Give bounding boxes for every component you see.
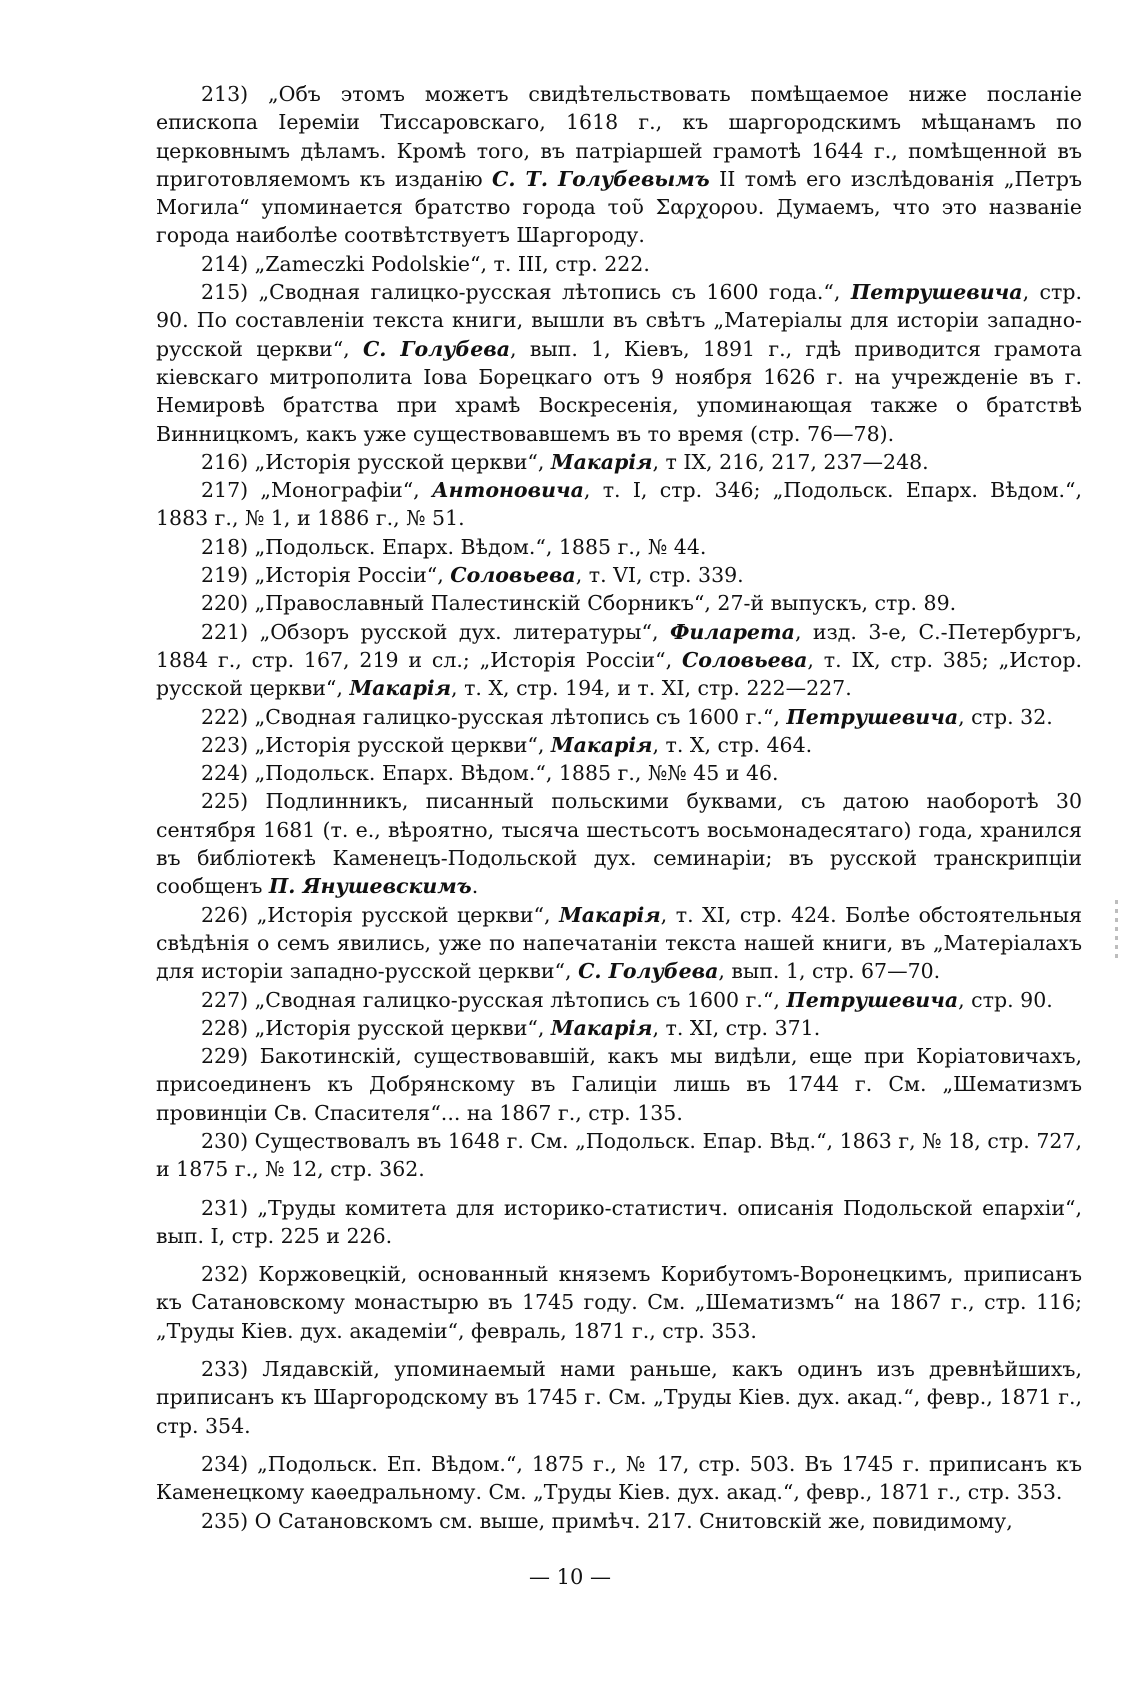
- author-name: Петрушевича: [786, 704, 959, 729]
- footnote-text: 232) Коржовецкій, основанный княземъ Корибутомъ-Воронецкимъ, приписанъ къ Сатановскому монастырю въ 1745 году. См. „Шематизмъ“ на 1867 г., стр. 116; „Труды Кіев. дух. академіи“, февраль, 1871 г., стр. 353.: [156, 1262, 1082, 1343]
- author-name: П. Янушевскимъ: [268, 874, 472, 899]
- footnote-text: 213) „Объ этомъ можетъ свидѣтельствовать помѣщаемое ниже посланіе епископа Іереміи Тиссаровскаго, 1618 г., къ шаргородскимъ мѣщанамъ по церковнымъ дѣламъ. Кромѣ того, въ патріаршей грамотѣ 1644 г., помѣщенной въ приготовляемомъ къ изданію: [156, 82, 1082, 191]
- author-name: Макарія: [550, 449, 653, 474]
- footnote-text: , т. IX, стр. 385; „Истор. русской церкви“,: [156, 647, 1082, 701]
- footnote-text: , т. VI, стр. 339.: [575, 563, 744, 588]
- author-name: Петрушевича: [786, 987, 959, 1012]
- author-name: Соловьева: [450, 563, 576, 588]
- footnote-text: 220) „Православный Палестинскій Сборникъ“, 27-й выпускъ, стр. 89.: [201, 591, 957, 616]
- author-name: Макарія: [550, 732, 653, 757]
- footnote-text: 227) „Сводная галицко-русская лѣтопись съ 1600 г.“,: [201, 987, 787, 1012]
- footnote-232: [156, 1260, 1082, 1345]
- footnote-text: , т. XI, стр. 371.: [652, 1015, 821, 1040]
- footnote-218: [156, 533, 1082, 561]
- page-number: — 10 —: [528, 1565, 612, 1589]
- footnote-text: 223) „Исторія русской церкви“,: [201, 732, 551, 757]
- footnote-228: [156, 1014, 1082, 1042]
- footnote-text: , т. X, стр. 464.: [652, 732, 813, 757]
- footnote-text: 228) „Исторія русской церкви“,: [201, 1015, 551, 1040]
- margin-scan-mark: [1115, 900, 1118, 960]
- footnote-text: 222) „Сводная галицко-русская лѣтопись съ 1600 г.“,: [201, 704, 787, 729]
- footnotes-block: [156, 80, 1082, 1535]
- footnote-text: .: [471, 874, 479, 899]
- footnote-text: , стр. 90.: [958, 987, 1053, 1012]
- footnote-230: [156, 1127, 1082, 1184]
- footnote-220: [156, 589, 1082, 617]
- footnote-text: 221) „Обзоръ русской дух. литературы“,: [201, 619, 670, 644]
- footnote-text: 218) „Подольск. Епарх. Вѣдом.“, 1885 г., № 44.: [201, 534, 707, 559]
- author-name: Антоновича: [431, 478, 584, 503]
- footnote-text: 230) Существовалъ въ 1648 г. См. „Подольск. Епар. Вѣд.“, 1863 г, № 18, стр. 727, и 1875 г., № 12, стр. 362.: [156, 1128, 1082, 1182]
- footnote-221: [156, 618, 1082, 703]
- author-name: Петрушевича: [850, 280, 1023, 305]
- author-name: Макарія: [349, 676, 452, 701]
- footnote-text: , т IX, 216, 217, 237—248.: [652, 449, 929, 474]
- footnote-227: [156, 986, 1082, 1014]
- footnote-222: [156, 703, 1082, 731]
- footnote-213: [156, 80, 1082, 250]
- footnote-233: [156, 1355, 1082, 1440]
- footnote-text: , вып. 1, стр. 67—70.: [718, 959, 941, 984]
- footnote-text: 231) „Труды комитета для историко-статистич. описанія Подольской епархіи“, вып. I, стр. 225 и 226.: [156, 1195, 1082, 1248]
- footnote-226: [156, 901, 1082, 986]
- footnote-text: 233) Лядавскій, упоминаемый нами раньше, какъ одинъ изъ древнѣйшихъ, приписанъ къ Шаргородскому въ 1745 г. См. „Труды Кіев. дух. акад.“, февр., 1871 г., стр. 354.: [156, 1357, 1082, 1438]
- footnote-text: 226) „Исторія русской церкви“,: [201, 902, 560, 927]
- footnote-text: , т. XI, стр. 424. Болѣе обстоятельныя свѣдѣнія о семъ явились, уже по напечатаніи текста нашей книги, въ „Матеріалахъ для исторіи западно-русской церкви“,: [156, 902, 1082, 984]
- footnote-text: 219) „Исторія Россіи“,: [201, 563, 451, 588]
- author-name: Макарія: [550, 1015, 653, 1040]
- footnote-text: 216) „Исторія русской церкви“,: [201, 449, 551, 474]
- footnote-216: [156, 448, 1082, 476]
- footnote-214: [156, 250, 1082, 278]
- footnote-text: 224) „Подольск. Епарх. Вѣдом.“, 1885 г., №№ 45 и 46.: [201, 761, 779, 786]
- author-name: Соловьева: [681, 647, 808, 672]
- author-name: С. Голубева: [362, 336, 511, 361]
- footnote-text: , изд. 3-е, С.-Петербургъ, 1884 г., стр. 167, 219 и сл.; „Исторія Россіи“,: [156, 619, 1083, 672]
- author-name: С. Голубева: [578, 959, 719, 984]
- footnote-text: II томѣ его изслѣдованія „Петръ Могила“ упоминается братство города τοῦ Σαρχορου. Думаемъ, что это названіе города наиболѣе соотвѣтствуетъ Шаргороду.: [156, 166, 1082, 248]
- footnote-text: 234) „Подольск. Еп. Вѣдом.“, 1875 г., № 17, стр. 503. Въ 1745 г. приписанъ къ Каменецкому каѳедральному. См. „Труды Кіев. дух. акад.“, февр., 1871 г., стр. 353.: [156, 1451, 1082, 1505]
- footnote-text: , т. X, стр. 194, и т. XI, стр. 222—227.: [451, 676, 852, 701]
- footnote-219: [156, 561, 1082, 589]
- footnote-text: 235) О Сатановскомъ см. выше, примѣч. 217. Снитовскій же, повидимому,: [201, 1508, 1013, 1533]
- footnote-text: 214) „Zameczki Podolskie“, т. III, стр. 222.: [201, 251, 650, 276]
- footnote-text: 215) „Сводная галицко-русская лѣтопись съ 1600 года.“,: [201, 280, 851, 305]
- footnote-text: 217) „Монографіи“,: [201, 478, 432, 503]
- footnote-223: [156, 731, 1082, 759]
- footnote-231: [156, 1194, 1082, 1251]
- footnote-234: [156, 1450, 1082, 1507]
- footnote-225: [156, 787, 1082, 900]
- footnote-229: [156, 1042, 1082, 1127]
- footnote-235: [156, 1507, 1082, 1535]
- footnote-text: , стр. 32.: [958, 704, 1053, 729]
- footnote-text: , т. I, стр. 346; „Подольск. Епарх. Вѣдом.“, 1883 г., № 1, и 1886 г., № 51.: [156, 478, 1083, 531]
- author-name: Филарета: [669, 619, 795, 644]
- author-name: С. Т. Голубевымъ: [492, 166, 710, 191]
- author-name: Макарія: [559, 902, 661, 927]
- footnote-215: [156, 278, 1082, 448]
- footnote-text: 225) Подлинникъ, писанный польскими буквами, съ датою наоборотѣ 30 сентября 1681 (т. е., вѣроятно, тысяча шестьсотъ восьмонадесятаго) года, хранился въ библіотекѣ Каменецъ-Подольской дух. семинаріи; въ русской транскрипціи сообщенъ: [156, 789, 1082, 899]
- footnote-text: , стр. 90. По составленіи текста книги, вышли въ свѣтъ „Матеріалы для исторіи западно-русской церкви“,: [156, 280, 1082, 361]
- footnote-text: 229) Бакотинскій, существовавшій, какъ мы видѣли, еще при Коріатовичахъ, присоединенъ къ Добрянскому въ Галиціи лишь въ 1744 г. См. „Шематизмъ провинціи Св. Спасителя“... на 1867 г., стр. 135.: [156, 1044, 1082, 1125]
- footnote-text: , вып. 1, Кіевъ, 1891 г., гдѣ приводится грамота кіевскаго митрополита Іова Борецкаго отъ 9 ноября 1626 г. на учрежденіе въ г. Немировѣ братства при храмѣ Воскресенія, упоминающая также о братствѣ Винницкомъ, какъ уже существовавшемъ въ то время (стр. 76—78).: [156, 336, 1082, 446]
- footnote-217: [156, 476, 1082, 533]
- footnote-224: [156, 759, 1082, 787]
